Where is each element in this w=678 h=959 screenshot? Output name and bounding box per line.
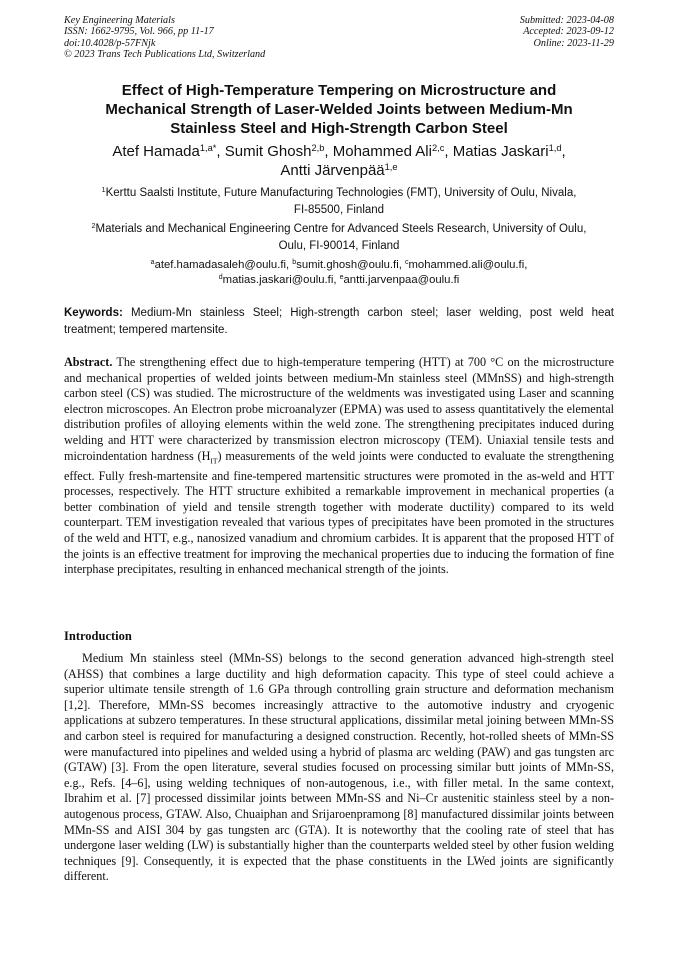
affiliation-line: Materials and Mechanical Engineering Centre for Advanced Steels Research, University of Oulu, xyxy=(95,223,587,235)
email-address[interactable]: sumit.ghosh@oulu.fi xyxy=(296,259,399,271)
keywords-label: Keywords: xyxy=(64,307,123,319)
author-affil-mark: 1,d xyxy=(548,142,562,153)
introduction-paragraph: Medium Mn stainless steel (MMn-SS) belongs to the second generation advanced high-strength steel (AHSS) that combines a large ductility and high deformation capacity. This type of steel could achieve a superior ultimate tensile strength of 1.6 GPa through controlling grain structure and deformation mechanism [1,2]. Therefore, MMn-SS becomes increasingly attractive to the automotive industry and cryogenic applications at subzero temperatures. In these structural applications, dissimilar metal joining between MMn-SS and carbon steel is required for manufacturing a designed construction. Recently, hot-rolled sheets of MMn-SS were manufactured into pipelines and welded using a hybrid of plasma arc welding (PAW) and gas tungsten arc (GTAW) [3]. From the open literature, several studies focused on processing similar butt joints of MMn-SS, e.g., Refs. [4–6], using welding techniques of non-autogenous, i.e., with filler metal. In the same context, Ibrahim et al. [7] processed dissimilar joints between MMn-SS and Ni–Cr austenitic stainless steel by a non-autogenous process, GTAW. Also, Chuaiphan and Srijaroenpramong [8] manufactured dissimilar joints between MMn-SS and AISI 304 by gas tungsten arc (GTA). It is noteworthy that the cooling rate of steel that has undergone laser welding (LW) is substantially higher than the counterparts welded steel by other fusion welding techniques [9]. Consequently, it is expected that the phase constituents in the LWed joints are significantly different. xyxy=(64,651,614,884)
journal-name: Key Engineering Materials xyxy=(64,15,175,26)
abstract-text: ) measurements of the weld joints were conducted to evaluate the strengthening effect. Fully fresh-martensite and fine-tempered martensitic structures were promoted in the as-weld and HTT processes, respectively. The HTT structure exhibited a remarkable improvement in mechanical properties (a better combination of yield and tensile strength together with moderate ductility) compared to its weld counterpart. TEM investigation revealed that various types of precipitates have been promoted in the structures of the weld and HTT, e.g., nanosized vanadium and chromium carbides. It is apparent that the proposed HTT of the joints is an effective treatment for improving the mechanical properties due to inducing the formation of fine interphase precipitates, resulting in enhanced mechanical strength of the joints. xyxy=(64,448,614,577)
paper-title xyxy=(64,81,614,138)
author-emails: $^a$atef.hamadasaleh@oulu.fi, $^b$sumit.ghosh@oulu.fi, $^c$mohammed.ali@oulu.fi, $^d$matias.jaskari@oulu.fi, $^e$antti.jarvenpaa@oulu.fi xyxy=(150,259,528,286)
abstract-label: Abstract. xyxy=(64,355,113,369)
affiliation-line: Kerttu Saalsti Institute, Future Manufacturing Technologies (FMT), University of Oulu, Nivala, xyxy=(105,187,577,199)
email-address[interactable]: mohammed.ali@oulu.fi xyxy=(408,259,525,271)
email-address[interactable]: antti.jarvenpaa@oulu.fi xyxy=(343,273,460,286)
keywords-text: Medium-Mn stainless Steel; High-strength carbon steel; laser welding, post weld heat treatment; tempered martensite. xyxy=(64,307,614,336)
abstract-text: The strengthening effect due to high-temperature tempering (HTT) at 700 °C on the microstructure and mechanical properties of welded joints between medium-Mn stainless steel (MMnSS) and high-strength carbon steel (CS) was studied. The microstructure of the weldments was investigated using Laser and scanning electron microscopes. An Electron probe microanalyzer (EPMA) was used to assess quantitatively the elemental distribution profiles of alloying elements within the weld zone. The strengthening precipitates induced during welding and HTT were characterized by transmission electron microscopy (TEM). Uniaxial tensile tests and microindentation hardness (H xyxy=(64,355,614,463)
email-mark: e xyxy=(339,273,344,281)
author-list: Atef Hamada$^{1,a*}$, Sumit Ghosh$^{2,b}$, Mohammed Ali$^{2,c}$, Matias Jaskari$^{1,d}$, Antti Järvenpää$^{1,e}$ xyxy=(112,142,566,179)
email-mark: c xyxy=(405,259,409,267)
author-name: Atef Hamada xyxy=(112,143,200,160)
author-affil-mark: 2,b xyxy=(311,142,325,153)
email-mark: a xyxy=(150,259,155,267)
affiliation-line: Oulu, FI-90014, Finland xyxy=(278,240,400,252)
journal-doi: doi:10.4028/p-57FNjk xyxy=(64,37,156,49)
journal-header-left xyxy=(64,15,265,61)
journal-issn: ISSN: 1662-9795, Vol. 966, pp 11-17 xyxy=(64,26,214,38)
keywords-section xyxy=(64,305,614,339)
title-line: Mechanical Strength of Laser-Welded Joints between Medium-Mn xyxy=(105,101,573,118)
email-mark: d xyxy=(218,273,223,281)
affiliation-line: FI-85500, Finland xyxy=(293,204,385,216)
journal-copyright: © 2023 Trans Tech Publications Ltd, Switzerland xyxy=(64,49,266,61)
abstract-subscript: IT xyxy=(210,456,218,465)
title-line: Effect of High-Temperature Tempering on Microstructure and xyxy=(121,82,557,99)
affiliation-2 xyxy=(64,221,614,255)
author-affil-mark: 2,c xyxy=(431,142,445,153)
email-address[interactable]: matias.jaskari@oulu.fi xyxy=(222,273,334,286)
author-name: Matias Jaskari xyxy=(452,143,549,160)
affiliation-1 xyxy=(64,185,614,219)
email-mark: b xyxy=(292,259,297,267)
author-name: Antti Järvenpää xyxy=(280,162,385,179)
online-date: Online: 2023-11-29 xyxy=(533,37,614,49)
affiliation-number: 1 xyxy=(101,186,106,195)
title-line: Stainless Steel and High-Strength Carbon Steel xyxy=(170,120,508,137)
author-name: Mohammed Ali xyxy=(332,143,432,160)
abstract-section xyxy=(64,355,614,578)
author-affil-mark: 1,a* xyxy=(199,142,217,153)
author-affil-mark: 1,e xyxy=(384,161,398,172)
affiliation-number: 2 xyxy=(91,222,96,231)
accepted-date: Accepted: 2023-09-12 xyxy=(523,26,614,38)
email-address[interactable]: atef.hamadasaleh@oulu.fi xyxy=(154,259,286,271)
journal-header-right xyxy=(520,15,614,49)
introduction-heading: Introduction xyxy=(64,629,132,643)
submitted-date: Submitted: 2023-04-08 xyxy=(519,15,614,26)
author-name: Sumit Ghosh xyxy=(224,143,312,160)
